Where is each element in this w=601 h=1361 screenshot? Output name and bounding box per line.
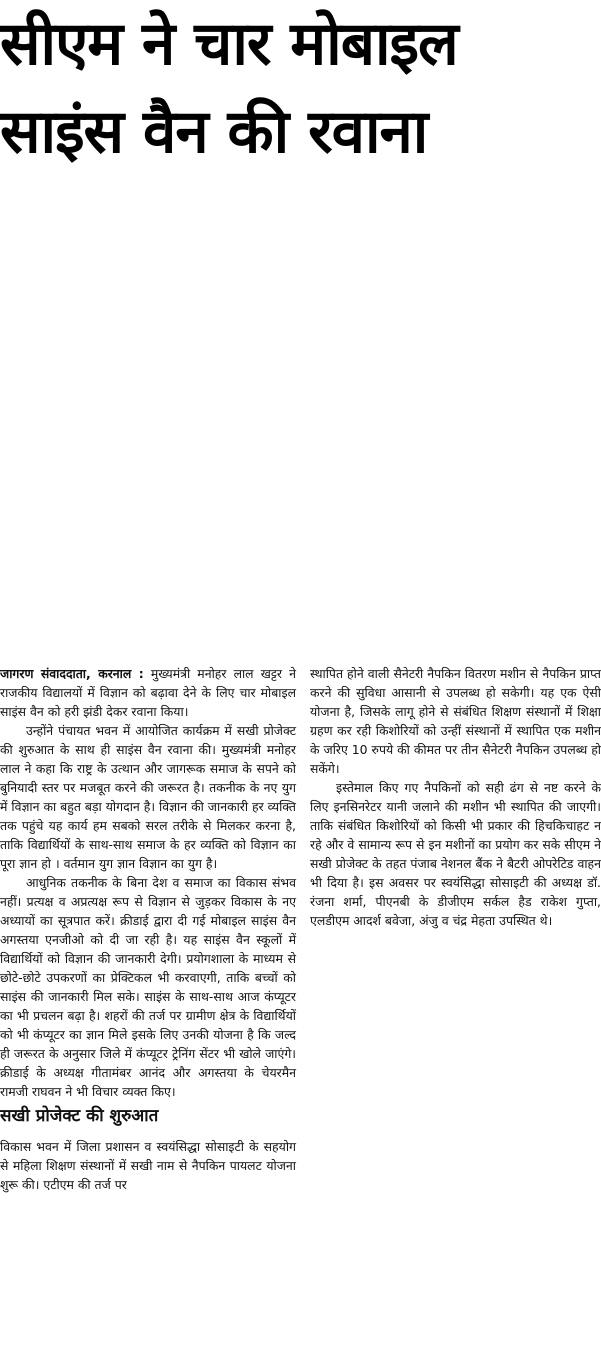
section-subheading: सखी प्रोजेक्ट की शुरुआत (0, 1106, 159, 1126)
article-paragraph-2: उन्होंने पंचायत भवन में आयोजित कार्यक्रम में सखी प्रोजेक्ट की शुरुआत के साथ ही साइंस वैन रवाना की। मुख्यमंत्री मनोहर लाल ने कहा कि राष्ट्र के उत्थान और जागरूक समाज के सपने को बुनियादी स्तर पर मजबूत करने की जरूरत है। तकनीक के नए युग में विज्ञान का बहुत बड़ा योगदान है। विज्ञान की जानकारी हर व्यक्ति तक पहुंचे यह कार्य हम सबको सरल तरीके से मिलकर करना है, ताकि विद्यार्थियों के साथ-साथ समाज के हर व्यक्ति को विज्ञान का पूरा ज्ञान हो । वर्तमान युग ज्ञान विज्ञान का युग है। (0, 723, 296, 871)
article-paragraph-5: स्थापित होने वाली सैनेटरी नैपकिन वितरण मशीन से नैपकिन प्राप्त करने की सुविधा आसानी से उपलब्ध हो सकेगी। यह एक ऐसी योजना है, जिसके लागू होने से संबंधित शिक्षण संस्थानों में शिक्षा ग्रहण कर रही किशोरियों को उन्हीं संस्थानों में स्थापित एक मशीन के जरिए 10 रुपये की कीमत पर तीन सैनेटरी नैपकिन उपलब्ध हो सकेंगे। (310, 666, 601, 776)
headline-line-2: साइंस वैन की रवाना (0, 97, 428, 167)
article-column-right (310, 664, 601, 930)
article-paragraph-6: इस्तेमाल किए गए नैपकिनों को सही ढंग से नष्ट करने के लिए इनसिनरेटर यानी जलाने की मशीन भी स्थापित की जाएगी। ताकि संबंधित किशोरियों को किसी भी प्रकार की हिचकिचाहट न रहे और वे सामान्य रूप से इन मशीनों का प्रयोग कर सके सीएम ने सखी प्रोजेक्ट के तहत पंजाब नेशनल बैंक ने बैटरी ओपरेटिड वाहन भी दिया है। इस अवसर पर स्वयंसिद्धा सोसाइटी की अध्यक्ष डॉ. रंजना शर्मा, पीएनबी के डीजीएम सर्कल हैड राकेश गुप्ता, एलडीएम आदर्श बवेजा, अंजु व चंद्र मेहता उपस्थित थे। (310, 780, 601, 928)
headline (0, 0, 601, 176)
article-paragraph-1 (0, 664, 296, 721)
article-paragraph-1-text: मुख्यमंत्री मनोहर लाल खट्टर ने राजकीय विद्यालयों में विज्ञान को बढ़ावा देने के लिए चार मोबाइल साइंस वैन को हरी झंडी देकर रवाना किया। (0, 666, 296, 719)
headline-line-1: सीएम ने चार मोबाइल (0, 9, 458, 79)
article-paragraph-3: आधुनिक तकनीक के बिना देश व समाज का विकास संभव नहीं। प्रत्यक्ष व अप्रत्यक्ष रूप से विज्ञान से जुड़कर विकास के नए अध्यायों का सूत्रपात करें। क्रीडाई द्वारा दी गई मोबाइल साइंस वैन अगस्तया एनजीओ को दी जा रही है। यह साइंस वैन स्कूलों में विद्यार्थियों को विज्ञान की जानकारी देगी। प्रयोगशाला के माध्यम से छोटे-छोटे उपकरणों का प्रेक्टिकल भी करवाएगी, ताकि बच्चों को साइंस की जानकारी मिल सके। साइंस के साथ-साथ आज कंप्यूटर का भी प्रचलन बढ़ा है। शहरों की तर्ज पर ग्रामीण क्षेत्र के विद्यार्थियों को भी कंप्यूटर का ज्ञान मिले इसके लिए उनकी योजना है कि जल्द ही जरूरत के अनुसार जिले में कंप्यूटर ट्रेनिंग सेंटर भी खोले जाएंगे। क्रीडाई के अध्यक्ष गीतामंबर आनंद और अगस्तया के चेयरमैन रामजी राघवन ने भी विचार व्यक्त किए। (0, 875, 296, 1099)
article-paragraph-4: विकास भवन में जिला प्रशासन व स्वयंसिद्धा सोसाइटी के सहयोग से महिला शिक्षण संस्थानों में सखी नाम से नैपकिन पायलट योजना शुरू की। एटीएम की तर्ज पर (0, 1139, 296, 1192)
dateline: जागरण संवाददाता, करनाल : (0, 666, 144, 681)
article-column-left (0, 664, 296, 1194)
